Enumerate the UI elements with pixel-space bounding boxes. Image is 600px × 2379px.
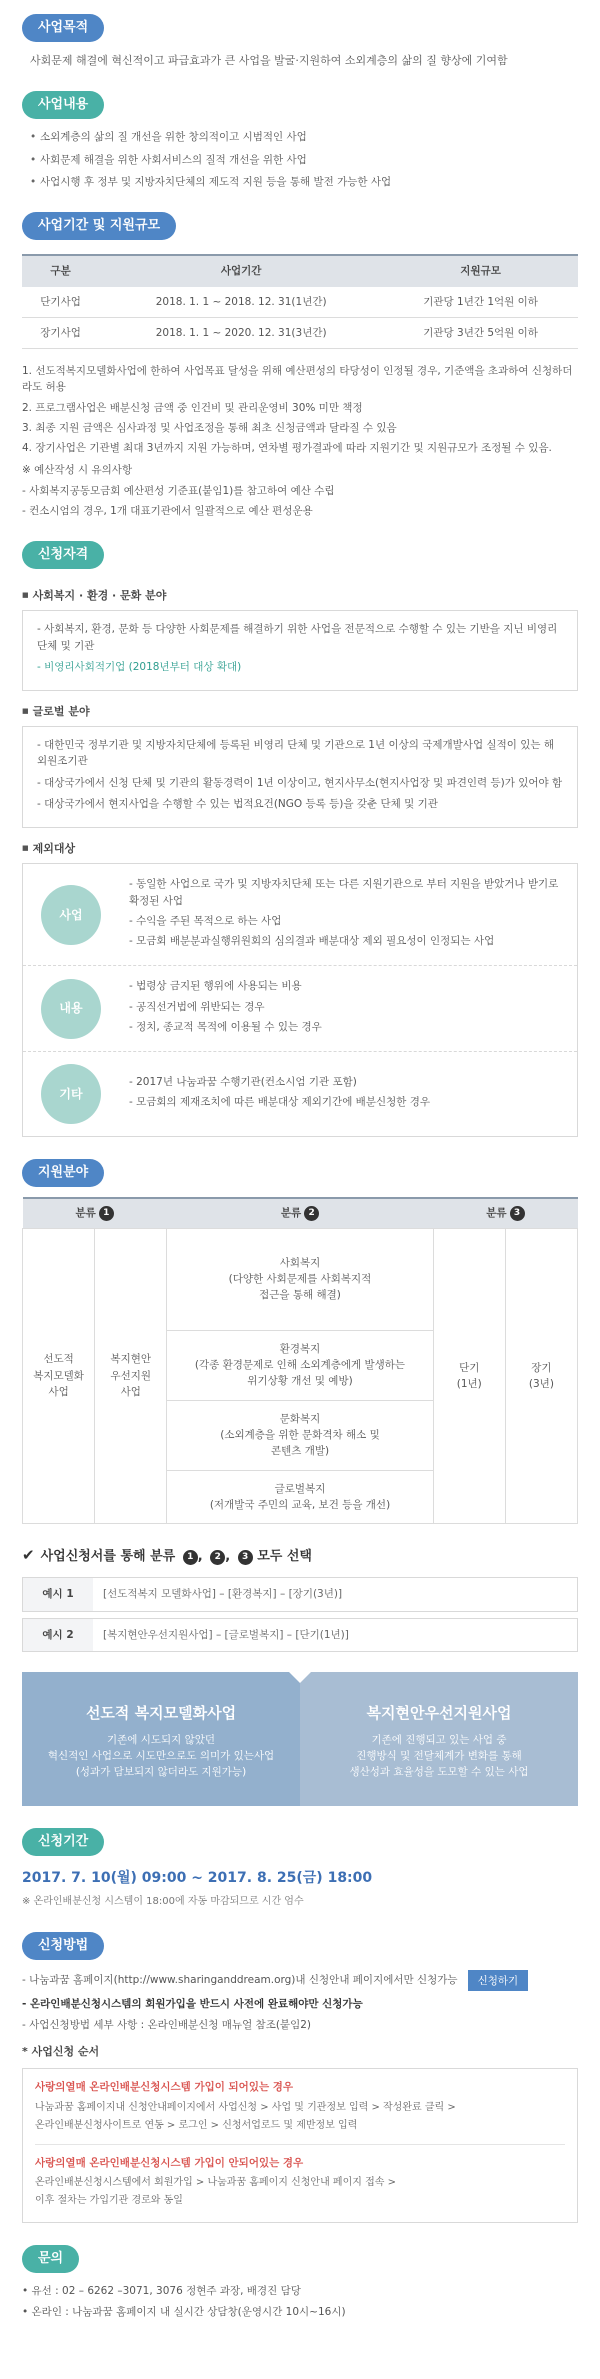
table-cell: 단기사업	[22, 287, 99, 318]
method-text: - 나눔과꿈 홈페이지(http://www.sharinganddream.org)내 신청안내 페이지에서만 신청가능	[22, 1974, 458, 1987]
global-line: - 대상국가에서 신청 단체 및 기관의 활동경력이 1년 이상이고, 현지사무소(현지사업장 및 파견인력 등)가 있어야 함	[37, 776, 563, 789]
social-box	[22, 610, 578, 691]
check-icon: ✔	[22, 1546, 35, 1565]
table-header: 분류 1	[23, 1198, 167, 1228]
application-period-section	[22, 1828, 578, 1909]
example-value: [복지현안우선지원사업] – [글로벌복지] – [단기(1년)]	[103, 1628, 349, 1641]
case-title: 사랑의열매 온라인배분신청시스템 가입이 안되어있는 경우	[35, 2156, 304, 2169]
period-notes	[22, 363, 578, 519]
case-step: 이후 절차는 가입기관 경로와 동일	[35, 2195, 183, 2207]
table-cell: 문화복지 (소외계층을 위한 문화격차 해소 및 콘텐츠 개발)	[167, 1400, 433, 1470]
example-row	[22, 1618, 578, 1652]
contact-section	[22, 2245, 578, 2321]
content-list	[22, 129, 578, 190]
list-item: • 소외계층의 삶의 질 개선을 위한 창의적이고 시범적인 사업	[30, 129, 578, 145]
table-header: 사업기간	[99, 255, 383, 286]
period-section	[22, 212, 578, 519]
contact-title: 문의	[22, 2245, 79, 2273]
table-cell: 장기사업	[22, 317, 99, 348]
example-label: 예시 1	[23, 1578, 93, 1610]
purpose-section	[22, 14, 578, 69]
global-heading: ■ 글로벌 분야	[22, 703, 578, 720]
program-type-banner	[22, 1672, 578, 1807]
table-header: 분류 2	[167, 1198, 433, 1228]
example-value: [선도적복지 모델화사업] – [환경복지] – [장기(3년)]	[103, 1588, 343, 1601]
note: - 컨소시엄의 경우, 1개 대표기관에서 일괄적으로 예산 편성운용	[22, 504, 313, 517]
method-title: 신청방법	[22, 1932, 104, 1960]
example-row	[22, 1577, 578, 1611]
case-step: 온라인배분신청사이트로 연동 > 로그인 > 신청서업로드 및 제반정보 입력	[35, 2120, 358, 2132]
table-cell: 환경복지 (각종 환경문제로 인해 소외계층에게 발생하는 위기상황 개선 및 예방)	[167, 1330, 433, 1400]
table-header: 구분	[22, 255, 99, 286]
method-section	[22, 1932, 578, 2223]
eligibility-title: 신청자격	[22, 541, 104, 569]
exclusion-item: - 정치, 종교적 목적에 이용될 수 있는 경우	[129, 1020, 322, 1033]
contact-line: • 유선 : 02 – 6262 –3071, 3076 정현주 과장, 배경진 담당	[22, 2285, 301, 2298]
application-period-title: 신청기간	[22, 1828, 104, 1856]
table-cell: 2018. 1. 1 ~ 2018. 12. 31(1년간)	[99, 287, 383, 318]
exclusion-box	[22, 863, 578, 1137]
case-title: 사랑의열매 온라인배분신청시스템 가입이 되어있는 경우	[35, 2081, 294, 2094]
global-line: - 대한민국 정부기관 및 지방자치단체에 등록된 비영리 단체 및 기관으로 1년 이상의 국제개발사업 실적이 있는 해외원조기관	[37, 739, 554, 768]
table-cell: 장기 (3년)	[505, 1228, 577, 1523]
case-step: 온라인배분신청시스템에서 회원가입 > 나눔과꿈 홈페이지 신청안내 페이지 접속 >	[35, 2176, 396, 2188]
global-box	[22, 726, 578, 828]
table-cell: 2018. 1. 1 ~ 2020. 12. 31(3년간)	[99, 317, 383, 348]
exclusion-item: - 수익을 주된 목적으로 하는 사업	[129, 914, 282, 927]
case-box	[22, 2068, 578, 2223]
select-title: ✔ 사업신청서를 통해 분류 1 , 2 , 3 모두 선택	[22, 1546, 312, 1565]
exclusion-item: - 모금회의 제재조치에 따른 배분대상 제외기간에 배분신청한 경우	[129, 1096, 431, 1109]
table-cell: 기관당 3년간 5억원 이하	[383, 317, 578, 348]
fields-section	[22, 1159, 578, 1806]
table-cell: 선도적 복지모델화 사업	[23, 1228, 95, 1523]
content-title: 사업내용	[22, 91, 104, 119]
period-table	[22, 254, 578, 349]
table-cell: 단기 (1년)	[433, 1228, 505, 1523]
exclusion-row	[23, 1052, 577, 1136]
social-line: - 비영리사회적기업 (2018년부터 대상 확대)	[37, 660, 242, 673]
case-step: 나눔과꿈 홈페이지내 신청안내페이지에서 사업신청 > 사업 및 기관정보 입력 > 작성완료 클릭 >	[35, 2101, 456, 2113]
note: 3. 최종 지원 금액은 심사과정 및 사업조정을 통해 최초 신청금액과 달라질 수 있음	[22, 421, 397, 434]
global-line: - 대상국가에서 현지사업을 수행할 수 있는 법적요건(NGO 등록 등)을 갖춘 단체 및 기관	[37, 798, 438, 811]
table-header: 분류 3	[433, 1198, 577, 1228]
exclusion-item: - 법령상 금지된 행위에 사용되는 비용	[129, 980, 302, 993]
exclusion-badge: 내용	[41, 979, 101, 1039]
example-label: 예시 2	[23, 1619, 93, 1651]
exclusion-item: - 2017년 나눔과꿈 수행기관(컨소시엄 기관 포함)	[129, 1075, 357, 1088]
program-type-card	[22, 1672, 300, 1807]
program-type-desc: 기존에 진행되고 있는 사업 중 진행방식 및 전달체계가 변화를 통해 생산성과 효율성을 도모할 수 있는 사업	[349, 1734, 529, 1778]
purpose-text: 사회문제 해결에 혁신적이고 파급효과가 큰 사업을 발굴·지원하여 소외계층의 삶의 질 향상에 기여함	[30, 54, 508, 68]
purpose-title: 사업목적	[22, 14, 104, 42]
method-line: - 온라인배분신청시스템의 회원가입을 반드시 사전에 완료해야만 신청가능	[22, 1997, 363, 2010]
method-line	[22, 1970, 578, 1991]
period-title: 사업기간 및 지원규모	[22, 212, 176, 240]
note: 2. 프로그램사업은 배분신청 금액 중 인건비 및 관리운영비 30% 미만 책정	[22, 401, 363, 414]
social-heading: ■ 사회복지 · 환경 · 문화 분야	[22, 587, 578, 604]
apply-button[interactable]: 신청하기	[468, 1970, 529, 1991]
note: ※ 예산작성 시 유의사항	[22, 464, 133, 477]
exclusion-item: - 공직선거법에 위반되는 경우	[129, 1000, 265, 1013]
exclusion-heading: ■ 제외대상	[22, 840, 578, 857]
table-row	[23, 1228, 578, 1330]
fields-title: 지원분야	[22, 1159, 104, 1187]
program-type-title: 복지현안우선지원사업	[366, 1703, 512, 1722]
exclusion-item: - 동일한 사업으로 국가 및 지방자치단체 또는 다른 지원기관으로 부터 지원을 받았거나 받기로 확정된 사업	[129, 878, 559, 907]
table-row	[22, 317, 578, 348]
list-item: • 사업시행 후 정부 및 지방자치단체의 제도적 지원 등을 통해 발전 가능한 사업	[30, 174, 578, 190]
table-header: 지원규모	[383, 255, 578, 286]
exclusion-item: - 모금회 배분분과실행위원회의 심의결과 배분대상 제외 필요성이 인정되는 사업	[129, 935, 495, 948]
fields-table	[22, 1197, 578, 1524]
note: 4. 장기사업은 기관별 최대 3년까지 지원 가능하며, 연차별 평가결과에 따라 지원기간 및 지원규모가 조정될 수 있음.	[22, 442, 552, 455]
table-cell: 사회복지 (다양한 사회문제를 사회복지적 접근을 통해 해결)	[167, 1228, 433, 1330]
method-line: - 사업신청방법 세부 사항 : 온라인배분신청 매뉴얼 참조(붙임2)	[22, 2019, 311, 2032]
table-row	[22, 287, 578, 318]
exclusion-badge: 사업	[41, 885, 101, 945]
order-heading: * 사업신청 순서	[22, 2045, 100, 2059]
contact-line: • 온라인 : 나눔과꿈 홈페이지 내 실시간 상담창(운영시간 10시~16시)	[22, 2306, 346, 2319]
eligibility-section	[22, 541, 578, 1137]
social-line: - 사회복지, 환경, 문화 등 다양한 사회문제를 해결하기 위한 사업을 전문적으로 수행할 수 있는 기반을 지닌 비영리 단체 및 기관	[37, 623, 558, 652]
note: 1. 선도적복지모델화사업에 한하여 사업목표 달성을 위해 예산편성의 타당성이 인정될 경우, 기준액을 초과하여 신청하더라도 허용	[22, 365, 573, 394]
program-type-desc: 기존에 시도되지 않았던 혁신적인 사업으로 시도만으로도 의미가 있는사업 (성과가 담보되지 않더라도 지원가능)	[47, 1734, 275, 1778]
application-note: ※ 온라인배분신청 시스템이 18:00에 자동 마감되므로 시간 엄수	[22, 1896, 304, 1908]
program-type-card	[300, 1672, 578, 1807]
content-section	[22, 91, 578, 190]
table-cell: 글로벌복지 (저개발국 주민의 교육, 보건 등을 개선)	[167, 1470, 433, 1524]
note: - 사회복지공동모금회 예산편성 기준표(붙임1)를 참고하여 예산 수립	[22, 484, 335, 497]
notch	[288, 1671, 312, 1683]
application-date: 2017. 7. 10(월) 09:00 ~ 2017. 8. 25(금) 18:00	[22, 1870, 373, 1887]
program-type-title: 선도적 복지모델화사업	[85, 1703, 237, 1722]
list-item: • 사회문제 해결을 위한 사회서비스의 질적 개선을 위한 사업	[30, 152, 578, 168]
table-cell: 복지현안 우선지원 사업	[95, 1228, 167, 1523]
exclusion-badge: 기타	[41, 1064, 101, 1124]
exclusion-row	[23, 864, 577, 966]
table-cell: 기관당 1년간 1억원 이하	[383, 287, 578, 318]
exclusion-row	[23, 966, 577, 1052]
